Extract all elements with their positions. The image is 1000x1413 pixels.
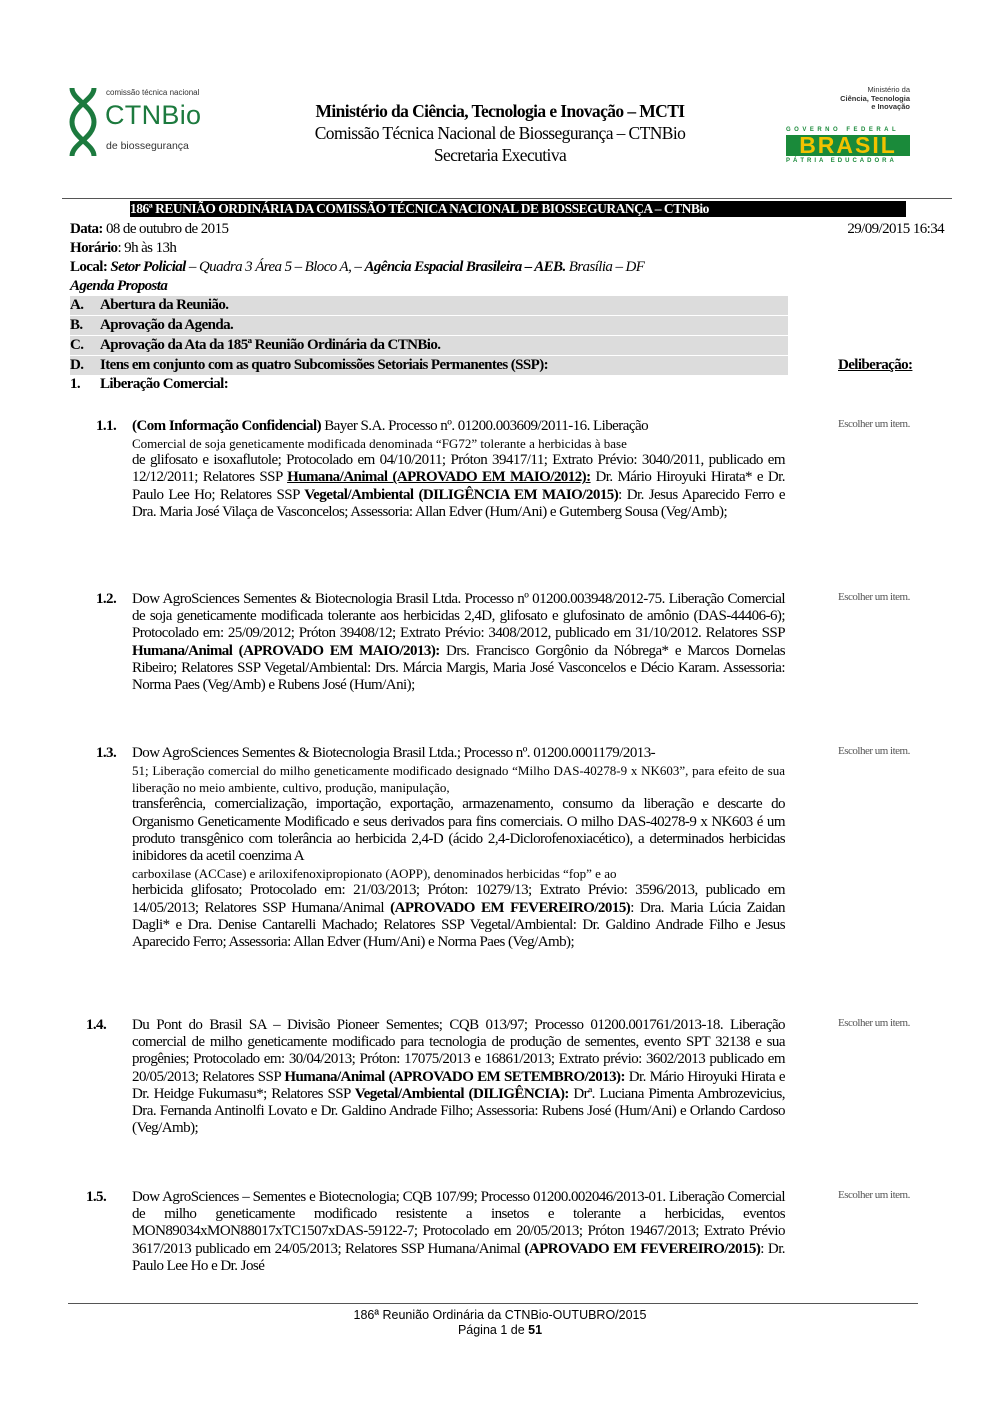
agenda-text: Aprovação da Ata da 185ª Reunião Ordinária da CTNBio. — [100, 337, 441, 353]
item-text: Dow AgroSciences Sementes & Biotecnologia Brasil Ltda. Processo nº 01200.003948/2012-75. Liberação Comercial de soja geneticamente modificada tolerante aos herbicidas 2,4D, glifosato e glufosinato de amônio (DAS-44406-6); Protocolado em: 25/09/2012; Próton 39408/12; Extrato Prévio: 3408/2012, publicado em 31/10/2012. Relatores SSP — [132, 591, 785, 642]
time-label: Horário — [70, 240, 118, 256]
gov-ministry-line3: e Inovação — [871, 102, 910, 111]
agenda-item-a — [70, 296, 788, 315]
deliberation-select[interactable]: Escolher um item. — [838, 591, 910, 603]
agenda-letter: C. — [70, 337, 84, 353]
agenda-text: Itens em conjunto com as quatro Subcomissões Setoriais Permanentes (SSP): — [100, 357, 548, 373]
status-humana: (APROVADO EM FEVEREIRO/2015) — [390, 899, 631, 916]
gov-federal-label: GOVERNO FEDERAL — [786, 127, 900, 133]
status-humana: Humana/Animal (APROVADO EM MAIO/2013): — [132, 642, 440, 659]
location-agency: Agência Espacial Brasileira – AEB. — [364, 259, 566, 275]
item-text: Dr. Mário Hiroyuki Hirata e Dr. Heidge Fukumasu*; Relatores SSP — [132, 1068, 786, 1102]
item-line: 51; Liberação comercial do milho geneticamente modificado designado “Milho DAS-40278-9 x NK603”, para efeito de sua liberação no meio ambiente, cultivo, produção, manipulação, — [132, 763, 785, 796]
header-divider — [62, 198, 952, 199]
time-value: : 9h às 13h — [117, 240, 177, 256]
commission-name: Comissão Técnica Nacional de Biossegurança – CTNBio — [314, 123, 686, 143]
date-label: Data: — [70, 221, 103, 237]
page-footer — [0, 1308, 1000, 1338]
deliberation-select[interactable]: Escolher um item. — [838, 1189, 910, 1201]
item-text: : Dra. Maria Lúcia Zaidan Dagli* e Dra. Denise Cantarelli Machado; Relatores SSP Vegetal/Ambiental: Dr. Galdino Andrade Filho e Jesus Aparecido Ferro; Assessoria: Allan Edver (Hum/Ani) e Norma Paes (Veg/Amb); — [132, 899, 785, 951]
deliberation-select[interactable]: Escolher um item. — [838, 1017, 910, 1029]
item-line: transferência, comercialização, importação, exportação, armazenamento, consumo da liberação e descarte do Organismo Geneticamente Modificado e seus derivados para fins comerciais. O milho DAS-40278-9 x NK603 é um produto transgênico com tolerância ao herbicida 2,4-D (ácido 2,4-Diclorofenoxiacético), a determinados herbicidas inibidores da acetil coenzima A — [132, 796, 785, 865]
item-text: : Dr. Paulo Lee Ho e Dr. José — [132, 1240, 786, 1274]
item-text: de glifosato e isoxaflutole; Protocolado em 04/10/2011; Próton 39417/11; Extrato Prévio: 3040/2011, publicado em 12/12/2011; Relatores SSP — [132, 452, 785, 486]
status-humana: Humana/Animal (APROVADO EM MAIO/2012): — [287, 469, 591, 486]
gov-ministry-line1: Ministério da — [867, 85, 910, 94]
brasil-banner — [786, 132, 910, 158]
section-number: 1. — [70, 376, 81, 392]
section-commercial — [70, 375, 228, 394]
item-number: 1.2. — [96, 591, 117, 607]
location-line — [70, 258, 644, 277]
time-line — [70, 239, 176, 258]
location-city: Brasília – DF — [565, 259, 645, 275]
agenda-letter: A. — [70, 297, 84, 313]
page-prefix: Página 1 de — [457, 1323, 529, 1337]
page-total: 51 — [528, 1323, 543, 1337]
secretariat-name: Secretaria Executiva — [433, 145, 567, 165]
item-line: Comercial de soja geneticamente modificada denominada “FG72” tolerante a herbicidas à base — [132, 436, 627, 451]
ministry-name: Ministério da Ciência, Tecnologia e Inovação – MCTI — [315, 101, 685, 121]
status-vegetal: Vegetal/Ambiental (DILIGÊNCIA EM MAIO/2015) — [304, 486, 619, 503]
confidential-label: (Com Informação Confidencial) — [132, 418, 322, 434]
agenda-item-c — [70, 336, 788, 355]
agenda-heading: Agenda Proposta — [70, 278, 168, 294]
patria-label: PÁTRIA EDUCADORA — [786, 158, 897, 164]
location-sector: Setor Policial — [110, 259, 186, 275]
status-humana: (APROVADO EM FEVEREIRO/2015) — [524, 1240, 761, 1257]
status-vegetal: Vegetal/Ambiental (DILIGÊNCIA): — [354, 1085, 569, 1102]
deliberation-select[interactable]: Escolher um item. — [838, 745, 910, 757]
item-number: 1.4. — [86, 1017, 107, 1033]
agenda-text: Abertura da Reunião. — [100, 297, 229, 313]
agenda-item-d — [70, 356, 788, 375]
item-number: 1.3. — [96, 745, 117, 761]
item-1-3-text — [132, 745, 785, 951]
footer-meeting: 186ª Reunião Ordinária da CTNBio-OUTUBRO/2015 — [353, 1308, 647, 1322]
item-1-5-text — [132, 1189, 785, 1275]
logo-title: CTNBio — [105, 100, 202, 130]
item-line: carboxilase (ACCase) e ariloxifenoxipropionato (AOPP), denominados herbicidas “fop” e ao — [132, 866, 617, 882]
date-line — [70, 220, 228, 239]
timestamp: 29/09/2015 16:34 — [847, 221, 944, 237]
item-text: Bayer S.A. Processo nº. 01200.003609/2011-16. Liberação — [321, 418, 649, 434]
agenda-letter: D. — [70, 357, 84, 373]
logo-subtitle: de biossegurança — [106, 140, 189, 152]
brasil-wordmark: BRASIL — [799, 132, 897, 158]
item-line — [132, 418, 785, 435]
status-humana: Humana/Animal (APROVADO EM SETEMBRO/2013): — [284, 1068, 625, 1085]
governo-federal-logo — [780, 86, 912, 166]
date-value: 08 de outubro de 2015 — [105, 221, 229, 237]
section-label: Liberação Comercial: — [100, 376, 229, 392]
footer-divider — [68, 1303, 918, 1304]
item-text: Drª. Luciana Pimenta Ambrozevicius, Dra. Fernanda Antinolfi Lovato e Dr. Galdino Andrade Filho; Assessoria: Rubens José (Hum/Ani) e Orlando Cardoso (Veg/Amb); — [132, 1085, 785, 1137]
logo-small-text: comissão técnica nacional — [106, 88, 200, 97]
meeting-title: 186ª REUNIÃO ORDINÁRIA DA COMISSÃO TÉCNICA NACIONAL DE BIOSSEGURANÇA – CTNBio — [130, 201, 906, 217]
ctnbio-logo — [66, 86, 216, 158]
item-number: 1.1. — [96, 418, 117, 434]
header-titles — [240, 100, 760, 166]
location-address: – Quadra 3 Área 5 – Bloco A, – — [185, 259, 365, 275]
item-text: Dr. Mário Hiroyuki Hirata* e Dr. Paulo Lee Ho; Relatores SSP — [132, 469, 785, 503]
agenda-text: Aprovação da Agenda. — [100, 317, 234, 333]
item-text: herbicida glifosato; Protocolado em: 21/03/2013; Próton: 10279/13; Extrato Prévio: 3596/2013, publicado em 14/05/2013; Relatores SSP Humana/Animal — [132, 882, 785, 916]
item-1-1-text — [132, 418, 785, 521]
item-text: Du Pont do Brasil SA – Divisão Pioneer Sementes; CQB 013/97; Processo 01200.001761/2013-18. Liberação comercial de milho geneticamente modificado para tecnologia de produção de sementes, evento SPT 32138 e sua progênies; Protocolado em: 30/04/2013; Próton: 17075/2013 e 16861/2013; Extrato prévio: 3602/2013 publicado em 20/05/2013; Relatores SSP — [132, 1017, 785, 1085]
item-line: Dow AgroSciences Sementes & Biotecnologia Brasil Ltda.; Processo nº. 01200.0001179/2013- — [132, 745, 656, 761]
item-1-4-text — [132, 1017, 785, 1137]
deliberation-select[interactable]: Escolher um item. — [838, 418, 910, 430]
item-number: 1.5. — [86, 1189, 107, 1205]
agenda-item-b — [70, 316, 788, 335]
item-text: Dow AgroSciences – Sementes e Biotecnologia; CQB 107/99; Processo 01200.002046/2013-01. Liberação Comercial de milho geneticamente modificado resistente a insetos e tolerante a herbicidas, eventos MON89034xMON88017xTC1507xDAS-59122-7; Protocolado em 20/05/2013; Próton 19467/2013; Extrato Prévio 3617/2013 publicado em 24/05/2013; Relatores SSP Humana/Animal — [132, 1189, 785, 1257]
gov-ministry-line2: Ciência, Tecnologia — [840, 93, 910, 103]
dna-icon — [66, 86, 100, 158]
agenda-letter: B. — [70, 317, 83, 333]
item-1-2-text — [132, 591, 785, 694]
item-text: : Dr. Jesus Aparecido Ferro e Dra. Maria José Vilaça de Vasconcelos; Assessoria: Allan Edver (Hum/Ani) e Gutemberg Sousa (Veg/Amb); — [132, 486, 785, 520]
location-label: Local: — [70, 259, 108, 275]
deliberation-header: Deliberação: — [838, 357, 913, 373]
page-number — [0, 1323, 1000, 1338]
item-text: Drs. Francisco Gorgônio da Nóbrega* e Marcos Dornelas Ribeiro; Relatores SSP Vegetal/Ambiental: Drs. Márcia Margis, Maria José Vasconcelos e Décio Karam. Assessoria: Norma Paes (Veg/Amb) e Rubens José (Hum/Ani); — [132, 642, 785, 694]
